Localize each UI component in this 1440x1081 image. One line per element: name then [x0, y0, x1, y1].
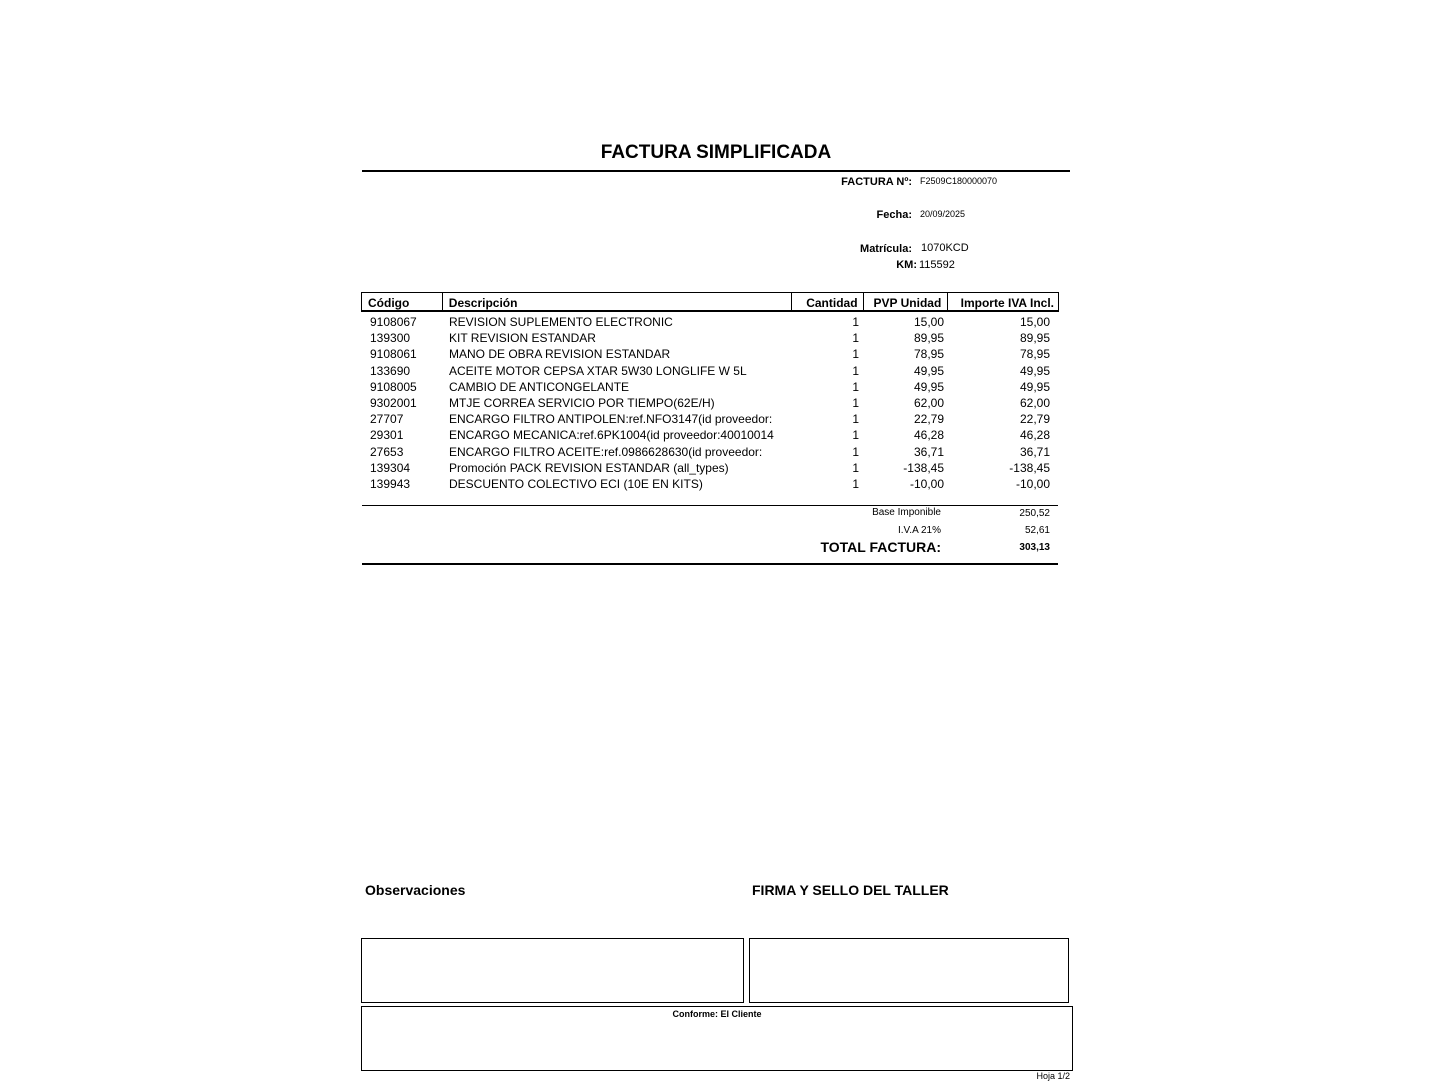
table-row [362, 330, 1058, 346]
table-row [362, 444, 1058, 460]
column-header-description: Descripción [443, 293, 792, 310]
base-imponible-value: 250,52 [1019, 508, 1050, 519]
item-unit-price: 22,79 [913, 412, 944, 427]
item-code: 27707 [370, 412, 404, 427]
item-amount: -10,00 [1015, 476, 1050, 491]
item-unit-price: 62,00 [913, 395, 944, 410]
date-value: 20/09/2025 [920, 209, 966, 219]
table-row [362, 460, 1058, 476]
table-row [362, 427, 1058, 443]
item-amount: -138,45 [1009, 460, 1050, 475]
item-code: 27653 [370, 444, 404, 459]
item-unit-price: 46,28 [913, 428, 944, 443]
item-description: MANO DE OBRA REVISION ESTANDAR [449, 347, 671, 362]
item-unit-price: 78,95 [913, 347, 944, 362]
vat-value: 52,61 [1024, 525, 1050, 536]
vat-label: I.V.A 21% [898, 525, 941, 536]
item-amount: 15,00 [1019, 315, 1050, 329]
item-code: 9302001 [370, 395, 417, 410]
item-unit-price: 36,71 [913, 444, 944, 459]
item-amount: 78,95 [1019, 347, 1050, 362]
line-items [362, 314, 1058, 492]
item-description: MTJE CORREA SERVICIO POR TIEMPO(62E/H) [449, 395, 715, 410]
page-number: Hoja 1/2 [1036, 1071, 1070, 1081]
item-quantity: 1 [852, 315, 859, 329]
item-unit-price: 49,95 [913, 363, 944, 378]
observations-box [361, 938, 744, 1003]
table-row [362, 476, 1058, 492]
invoice-number-value: F2509C180000070 [920, 176, 998, 186]
item-amount: 22,79 [1019, 412, 1050, 427]
invoice-number-label: FACTURA Nº: [841, 176, 912, 188]
signature-box [749, 938, 1069, 1003]
table-header [361, 292, 1059, 311]
item-code: 139300 [370, 331, 411, 346]
table-row [362, 395, 1058, 411]
item-quantity: 1 [852, 412, 859, 427]
item-amount: 62,00 [1019, 395, 1050, 410]
column-header-amount: Importe IVA Incl. [960, 296, 1054, 310]
signature-heading: FIRMA Y SELLO DEL TALLER [752, 882, 949, 898]
base-imponible-label: Base Imponible [872, 507, 941, 518]
document-title: FACTURA SIMPLIFICADA [600, 142, 832, 163]
item-quantity: 1 [852, 428, 859, 443]
item-unit-price: -10,00 [909, 476, 944, 491]
item-quantity: 1 [852, 331, 859, 346]
table-row [362, 411, 1058, 427]
item-code: 139943 [370, 476, 411, 491]
totals-bottom-divider [362, 563, 1058, 565]
item-code: 133690 [370, 363, 411, 378]
item-unit-price: 89,95 [913, 331, 944, 346]
item-amount: 46,28 [1019, 428, 1050, 443]
item-amount: 89,95 [1019, 331, 1050, 346]
observations-heading: Observaciones [365, 882, 466, 898]
item-description: REVISION SUPLEMENTO ELECTRONIC [449, 315, 673, 329]
item-quantity: 1 [852, 363, 859, 378]
total-invoice-value: 303,13 [1019, 542, 1050, 553]
item-quantity: 1 [852, 444, 859, 459]
item-description: Promoción PACK REVISION ESTANDAR (all_types) [449, 460, 729, 475]
column-header-unit-price: PVP Unidad [864, 293, 949, 310]
item-description: ENCARGO FILTRO ACEITE:ref.0986628630(id proveedor: [449, 444, 763, 459]
total-invoice-label: TOTAL FACTURA: [820, 539, 941, 555]
item-quantity: 1 [852, 395, 859, 410]
item-description: ENCARGO MECANICA:ref.6PK1004(id proveedor:40010014 [449, 428, 774, 443]
client-confirmation-label: Conforme: El Cliente [672, 1009, 762, 1019]
item-description: ENCARGO FILTRO ANTIPOLEN:ref.NFO3147(id proveedor: [449, 412, 773, 427]
totals-divider [362, 505, 1058, 506]
item-unit-price: 49,95 [913, 379, 944, 394]
item-description: CAMBIO DE ANTICONGELANTE [449, 379, 630, 394]
item-description: KIT REVISION ESTANDAR [449, 331, 596, 346]
table-row [362, 379, 1058, 395]
title-divider [362, 170, 1070, 172]
column-header-code: Código [362, 293, 443, 310]
km-label: KM: [896, 259, 917, 271]
header-underline [361, 310, 1059, 312]
item-code: 29301 [370, 428, 404, 443]
item-unit-price: -138,45 [903, 460, 944, 475]
item-quantity: 1 [852, 476, 859, 491]
table-row [362, 346, 1058, 362]
item-quantity: 1 [852, 460, 859, 475]
date-label: Fecha: [876, 209, 912, 221]
item-amount: 49,95 [1019, 363, 1050, 378]
item-code: 9108005 [370, 379, 417, 394]
item-code: 139304 [370, 460, 411, 475]
table-row [362, 363, 1058, 379]
item-description: DESCUENTO COLECTIVO ECI (10E EN KITS) [449, 476, 703, 491]
km-value: 115592 [919, 259, 955, 271]
table-row [362, 314, 1058, 330]
item-quantity: 1 [852, 379, 859, 394]
plate-label: Matrícula: [860, 243, 912, 255]
item-amount: 49,95 [1019, 379, 1050, 394]
item-code: 9108061 [370, 347, 417, 362]
item-amount: 36,71 [1019, 444, 1050, 459]
item-quantity: 1 [852, 347, 859, 362]
item-description: ACEITE MOTOR CEPSA XTAR 5W30 LONGLIFE W 5L [449, 363, 747, 378]
client-confirmation-box [361, 1006, 1073, 1071]
column-header-quantity: Cantidad [792, 293, 864, 310]
item-code: 9108067 [370, 315, 417, 329]
item-unit-price: 15,00 [913, 315, 944, 329]
plate-value: 1070KCD [921, 242, 969, 254]
